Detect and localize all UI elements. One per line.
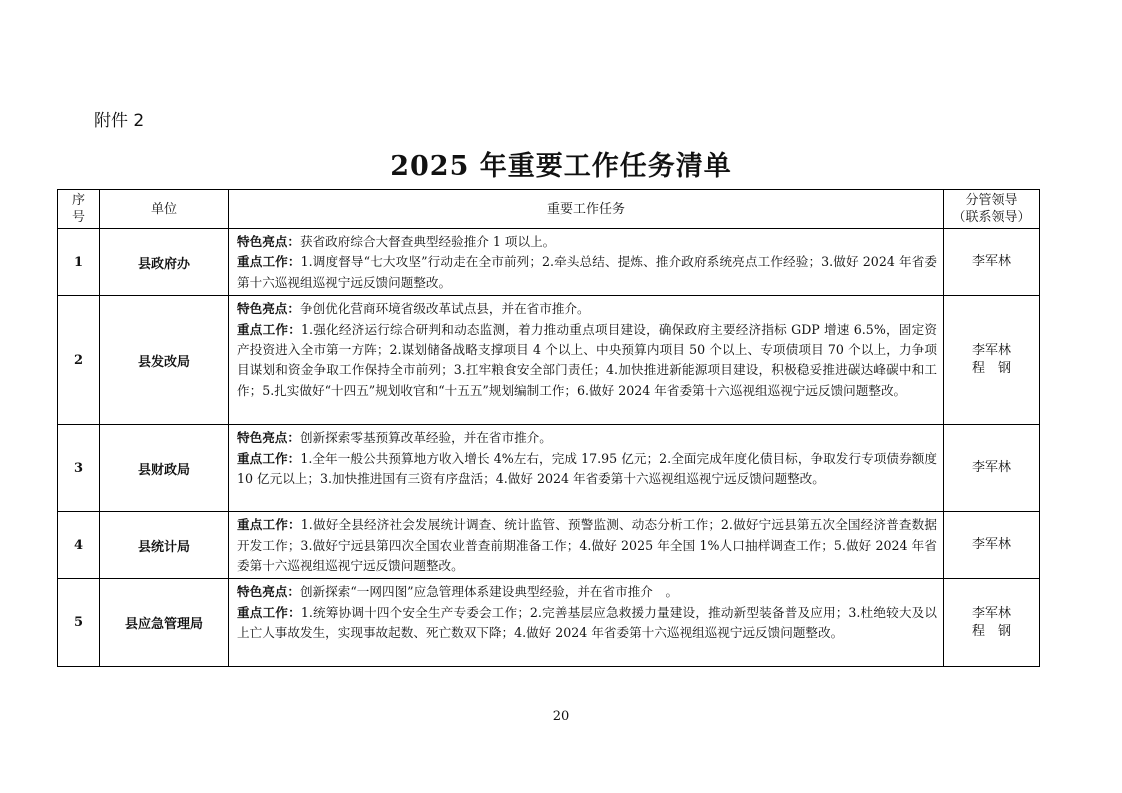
row-unit: 县统计局 — [100, 512, 229, 579]
leader-name: 李军林 — [971, 343, 1011, 359]
feature-text: 获省政府综合大督查典型经验推介 1 项以上。 — [299, 234, 556, 249]
leader-name: 李军林 — [971, 460, 1011, 476]
leader-name-2: 程 钢 — [971, 623, 1011, 639]
feature-text: 创新探索零基预算改革经验，并在省市推介。 — [299, 430, 552, 446]
page-number: 20 — [552, 709, 570, 724]
row-number: 3 — [58, 425, 100, 512]
key-work-text: 1.统筹协调十四个安全生产专委会工作；2.完善基层应急救援力量建设，推动新型装备普及应用；3.杜绝较大及以上亡人事故发生，实现事故起数、死亡数双下降；4.做好 2024 年省委第十六巡视组巡视宁远反馈问题整改。 — [237, 604, 937, 641]
annex-label: 附件 2 — [94, 111, 145, 131]
key-work-label: 重点工作： — [237, 604, 301, 620]
key-work-line — [237, 320, 937, 402]
feature-line — [237, 299, 937, 319]
row-leader — [944, 579, 1040, 667]
header-unit: 单位 — [100, 190, 229, 229]
feature-line — [237, 428, 937, 448]
key-work-label: 重点工作： — [237, 450, 301, 466]
feature-line — [237, 232, 937, 252]
header-num-line2: 号 — [71, 210, 85, 225]
row-number: 2 — [58, 296, 100, 425]
header-num-line1: 序 — [71, 193, 85, 208]
key-work-line — [237, 252, 937, 293]
key-work-line — [237, 603, 937, 644]
table-row — [58, 579, 1040, 667]
key-work-label: 重点工作： — [237, 517, 301, 533]
header-leader — [944, 190, 1040, 229]
leader-name-2: 程 钢 — [971, 361, 1011, 377]
table-row — [58, 512, 1040, 579]
row-unit: 县应急管理局 — [100, 579, 229, 667]
row-number: 5 — [58, 579, 100, 667]
document-title: 2025 年重要工作任务清单 — [390, 151, 732, 182]
row-tasks — [229, 579, 944, 667]
table-row — [58, 229, 1040, 296]
key-work-text: 1.调度督导“七大攻坚”行动走在全市前列；2.牵头总结、提炼、推介政府系统亮点工作经验；3.做好 2024 年省委第十六巡视组巡视宁远反馈问题整改。 — [237, 254, 938, 290]
key-work-line — [237, 449, 937, 490]
key-work-text: 1.全年一般公共预算地方收入增长 4%左右，完成 17.95 亿元；2.全面完成年度化债目标，争取发行专项债券额度 10 亿元以上；3.加快推进国有三资有序盘活；4.做好 2024 年省委第十六巡视组巡视宁远反馈问题整改。 — [237, 450, 938, 487]
feature-label: 特色亮点： — [237, 301, 300, 317]
row-leader — [944, 296, 1040, 425]
row-tasks — [229, 425, 944, 512]
row-unit: 县政府办 — [100, 229, 229, 296]
row-unit: 县发改局 — [100, 296, 229, 425]
header-leader-line2: （联系领导） — [952, 210, 1031, 225]
feature-line — [237, 582, 937, 602]
key-work-text: 1.做好全县经济社会发展统计调查、统计监管、预警监测、动态分析工作；2.做好宁远县第五次全国经济普查数据开发工作；3.做好宁远县第四次全国农业普查前期准备工作；4.做好 2025 年全国 1%人口抽样调查工作；5.做好 2024 年省委第十六巡视组巡视宁远反馈问题整改。 — [237, 517, 937, 574]
header-tasks: 重要工作任务 — [229, 190, 944, 229]
leader-name: 李军林 — [971, 605, 1011, 621]
task-table — [57, 189, 1040, 667]
row-leader — [944, 425, 1040, 512]
feature-label: 特色亮点： — [237, 430, 300, 446]
row-tasks — [229, 296, 944, 425]
table-row — [58, 425, 1040, 512]
row-tasks — [229, 229, 944, 296]
feature-text: 创新探索“一网四图”应急管理体系建设典型经验，并在省市推介 。 — [299, 584, 679, 600]
table-row — [58, 296, 1040, 425]
feature-label: 特色亮点： — [237, 234, 300, 249]
key-work-label: 重点工作： — [237, 254, 301, 270]
leader-name: 李军林 — [971, 537, 1011, 553]
row-tasks — [229, 512, 944, 579]
key-work-line — [237, 515, 937, 576]
feature-text: 争创优化营商环境省级改革试点县，并在省市推介。 — [299, 301, 590, 317]
row-leader — [944, 229, 1040, 296]
row-number: 4 — [58, 512, 100, 579]
header-num — [58, 190, 100, 229]
row-number: 1 — [58, 229, 100, 296]
row-unit: 县财政局 — [100, 425, 229, 512]
leader-name: 李军林 — [971, 254, 1011, 270]
header-row — [58, 190, 1040, 229]
feature-label: 特色亮点： — [237, 584, 300, 600]
key-work-label: 重点工作： — [237, 321, 302, 337]
row-leader — [944, 512, 1040, 579]
header-leader-line1: 分管领导 — [965, 193, 1018, 208]
key-work-text: 1.强化经济运行综合研判和动态监测，着力推动重点项目建设，确保政府主要经济指标 GDP 增速 6.5%，固定资产投资进入全市第一方阵；2.谋划储备战略支撑项目 4 个以上、中央预算内项目 50 个以上、专项债项目 70 个以上，力争项目谋划和资金争取工作保持全市前列；3.扛牢粮食安全部门责任；4.加快推进新能源项目建设，积极稳妥推进碳达峰碳中和工作；5.扎实做好“十四五”规划收官和“十五五”规划编制工作；6.做好 2024 年省委第十六巡视组巡视宁远反馈问题整改。 — [237, 321, 937, 398]
